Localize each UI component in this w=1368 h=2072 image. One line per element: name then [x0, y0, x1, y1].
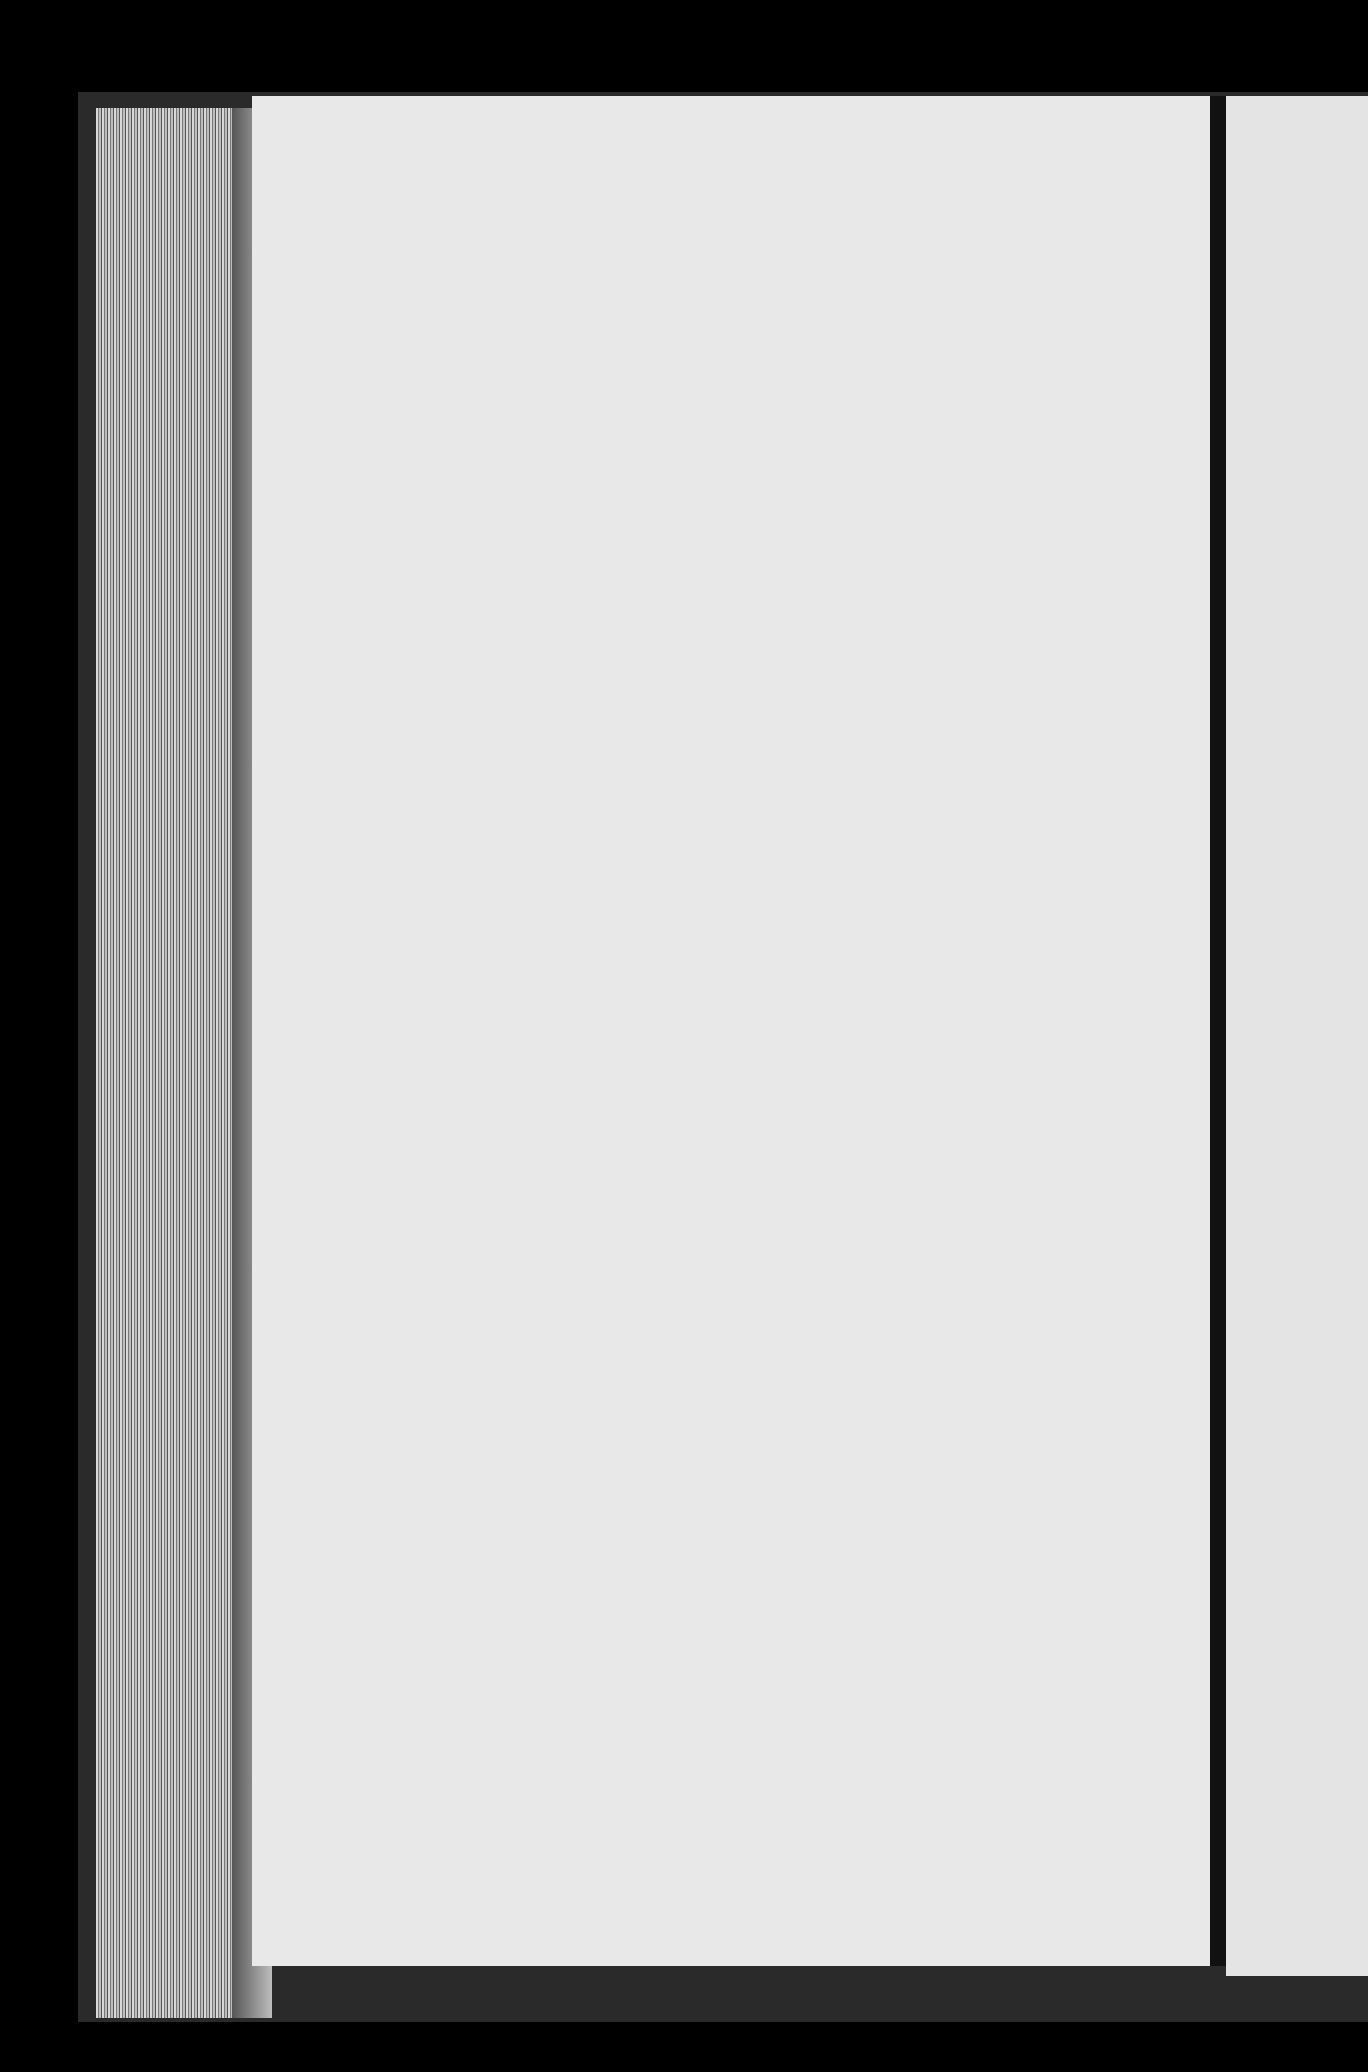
book-gutter [1210, 96, 1226, 1966]
book-page-edges [96, 108, 246, 2018]
book-page [252, 96, 1237, 1966]
facing-page [1226, 96, 1368, 1976]
